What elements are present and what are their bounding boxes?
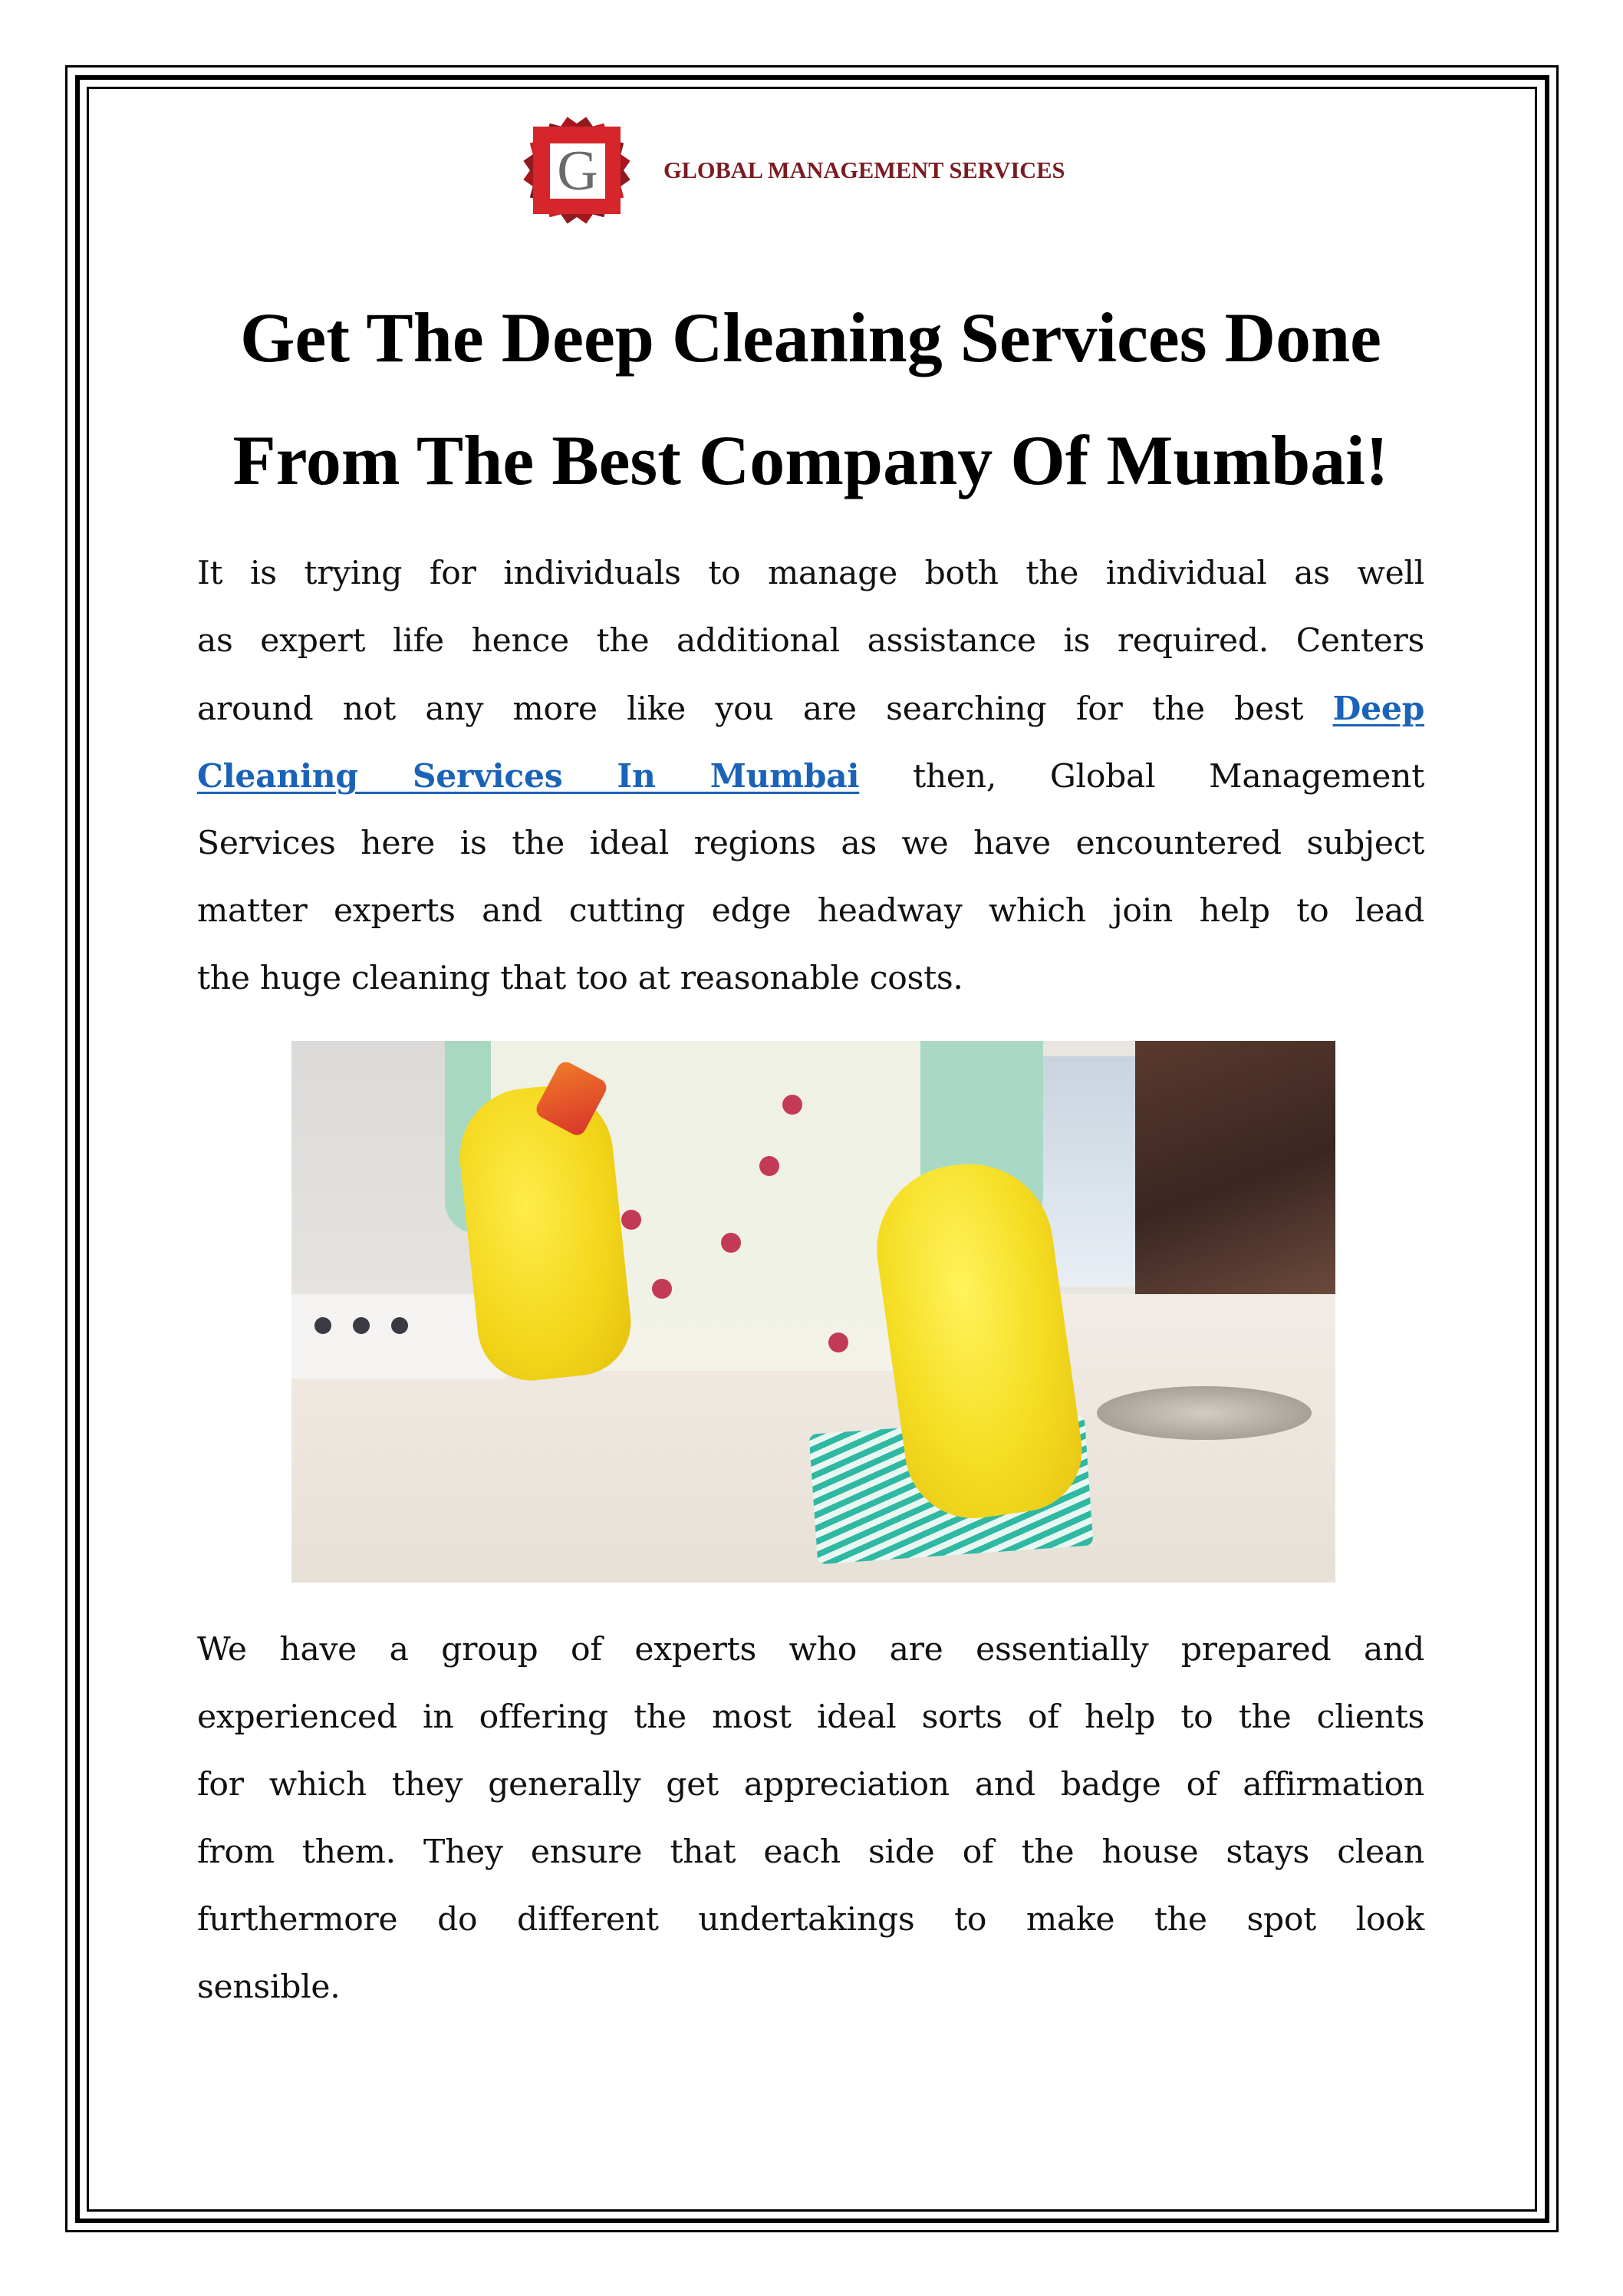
emblem-letter: G	[550, 143, 605, 199]
paragraph-line: matter experts and cutting edge headway which join help to lead	[197, 892, 1424, 930]
stove-knob	[391, 1317, 408, 1334]
paragraph-line: sensible.	[197, 1968, 341, 2006]
paragraph-line	[197, 675, 1424, 743]
paragraph-line: furthermore do different undertakings to make the spot look	[197, 1901, 1424, 1939]
photo-stove	[291, 1294, 506, 1379]
apron-flower	[782, 1095, 802, 1115]
title-line-2: From The Best Company Of Mumbai!	[232, 421, 1389, 499]
paragraph-line: from them. They ensure that each side of the house stays clean	[197, 1833, 1424, 1871]
apron-flower	[721, 1233, 741, 1253]
title-line-1: Get The Deep Cleaning Services Done	[239, 298, 1382, 377]
apron-flower	[828, 1332, 848, 1352]
apron-flower	[652, 1279, 672, 1299]
stove-knob	[353, 1317, 370, 1334]
deep-cleaning-link-part2[interactable]: Cleaning Services In Mumbai	[197, 757, 860, 796]
paragraph-text: then, Global Management	[913, 758, 1424, 796]
paragraph-line: as expert life hence the additional assistance is required. Centers	[197, 622, 1424, 660]
stove-knob	[314, 1317, 331, 1334]
cleaning-photo	[291, 1041, 1335, 1583]
company-logo	[506, 101, 1073, 239]
paragraph-line: experienced in offering the most ideal sorts of help to the clients	[197, 1698, 1424, 1736]
paragraph-line: for which they generally get appreciation and badge of affirmation	[197, 1766, 1424, 1804]
paragraph-line: the huge cleaning that too at reasonable costs.	[197, 960, 963, 997]
paragraph-line: We have a group of experts who are essentially prepared and	[197, 1631, 1424, 1668]
intro-paragraph	[197, 540, 1424, 1013]
paragraph-text: around not any more like you are searching for the best	[197, 690, 1304, 728]
company-name: GLOBAL MANAGEMENT SERVICES	[663, 156, 1065, 183]
photo-pan	[1097, 1386, 1312, 1440]
photo-cabinet	[1135, 1041, 1335, 1294]
logo-emblem-icon	[506, 101, 648, 239]
apron-flower	[621, 1210, 641, 1230]
page-title	[197, 276, 1424, 522]
paragraph-line: Services here is the ideal regions as we have encountered subject	[197, 825, 1424, 862]
apron-flower	[759, 1156, 779, 1176]
experts-paragraph	[197, 1616, 1424, 2021]
paragraph-line: It is trying for individuals to manage both the individual as well	[197, 555, 1424, 592]
deep-cleaning-link-part1[interactable]: Deep	[1332, 690, 1424, 728]
paragraph-line	[197, 743, 1424, 810]
